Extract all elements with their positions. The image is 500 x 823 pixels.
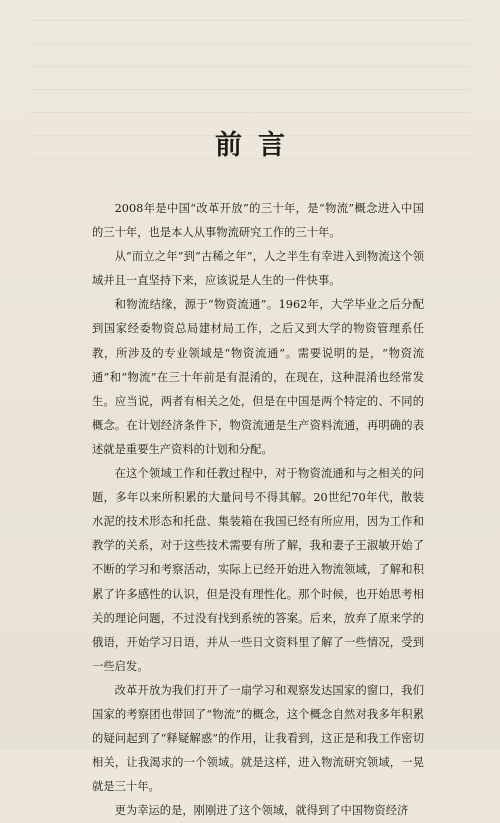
page-title: 前言 xyxy=(215,130,301,161)
paragraph-1: 2008年是中国“改革开放”的三十年，是“物流”概念进入中国的三十年，也是本人从事物流研究工作的三十年。 xyxy=(92,202,424,240)
body-text xyxy=(92,197,424,823)
paragraph-2: 从“而立之年”到“古稀之年”，人之半生有幸进入到物流这个领域并且一直坚持下来，应该说是人生的一件快事。 xyxy=(92,250,424,288)
paragraph-6: 更为幸运的是，刚刚进了这个领域，就得到了中国物资经济 xyxy=(114,804,409,818)
paragraph-3: 和物流结缘，源于“物资流通”。1962年，大学毕业之后分配到国家经委物资总局建材局工作，之后又到大学的物资管理系任教，所涉及的专业领域是“物资流通”。需要说明的是，“物资流通”和“物流”在三十年前是有混淆的，在现在，这种混淆也经常发生。应当说，两者有相关之处，但是在中国是两个特定的、不同的概念。在计划经济条件下，物资流通是生产资料流通，再明确的表述就是重要生产资料的计划和分配。 xyxy=(92,298,424,456)
paragraph-5: 改革开放为我们打开了一扇学习和观察发达国家的窗口，我们国家的考察团也带回了“物流”的概念，这个概念自然对我多年积累的疑问起到了“释疑解惑”的作用，让我看到，这正是和我工作密切相关，让我渴求的一个领域。就是这样，进入物流研究领域，一晃就是三十年。 xyxy=(92,683,424,794)
paragraph-4: 在这个领域工作和任教过程中，对于物资流通和与之相关的问题，多年以来所积累的大量问号不得其解。20世纪70年代，散装水泥的技术形态和托盘、集装箱在我国已经有所应用，因为工作和教学的关系，对于这些技术需要有所了解，我和妻子王淑敏开始了不断的学习和考察活动，实际上已经开始进入物流领域，了解和积累了许多感性的认识，但是没有理性化。那个时候，也开始思考相关的理论问题，不过没有找到系统的答案。后来，放弃了原来学的俄语，开始学习日语，并从一些日文资料里了解了一些情况，受到一些启发。 xyxy=(92,467,424,673)
